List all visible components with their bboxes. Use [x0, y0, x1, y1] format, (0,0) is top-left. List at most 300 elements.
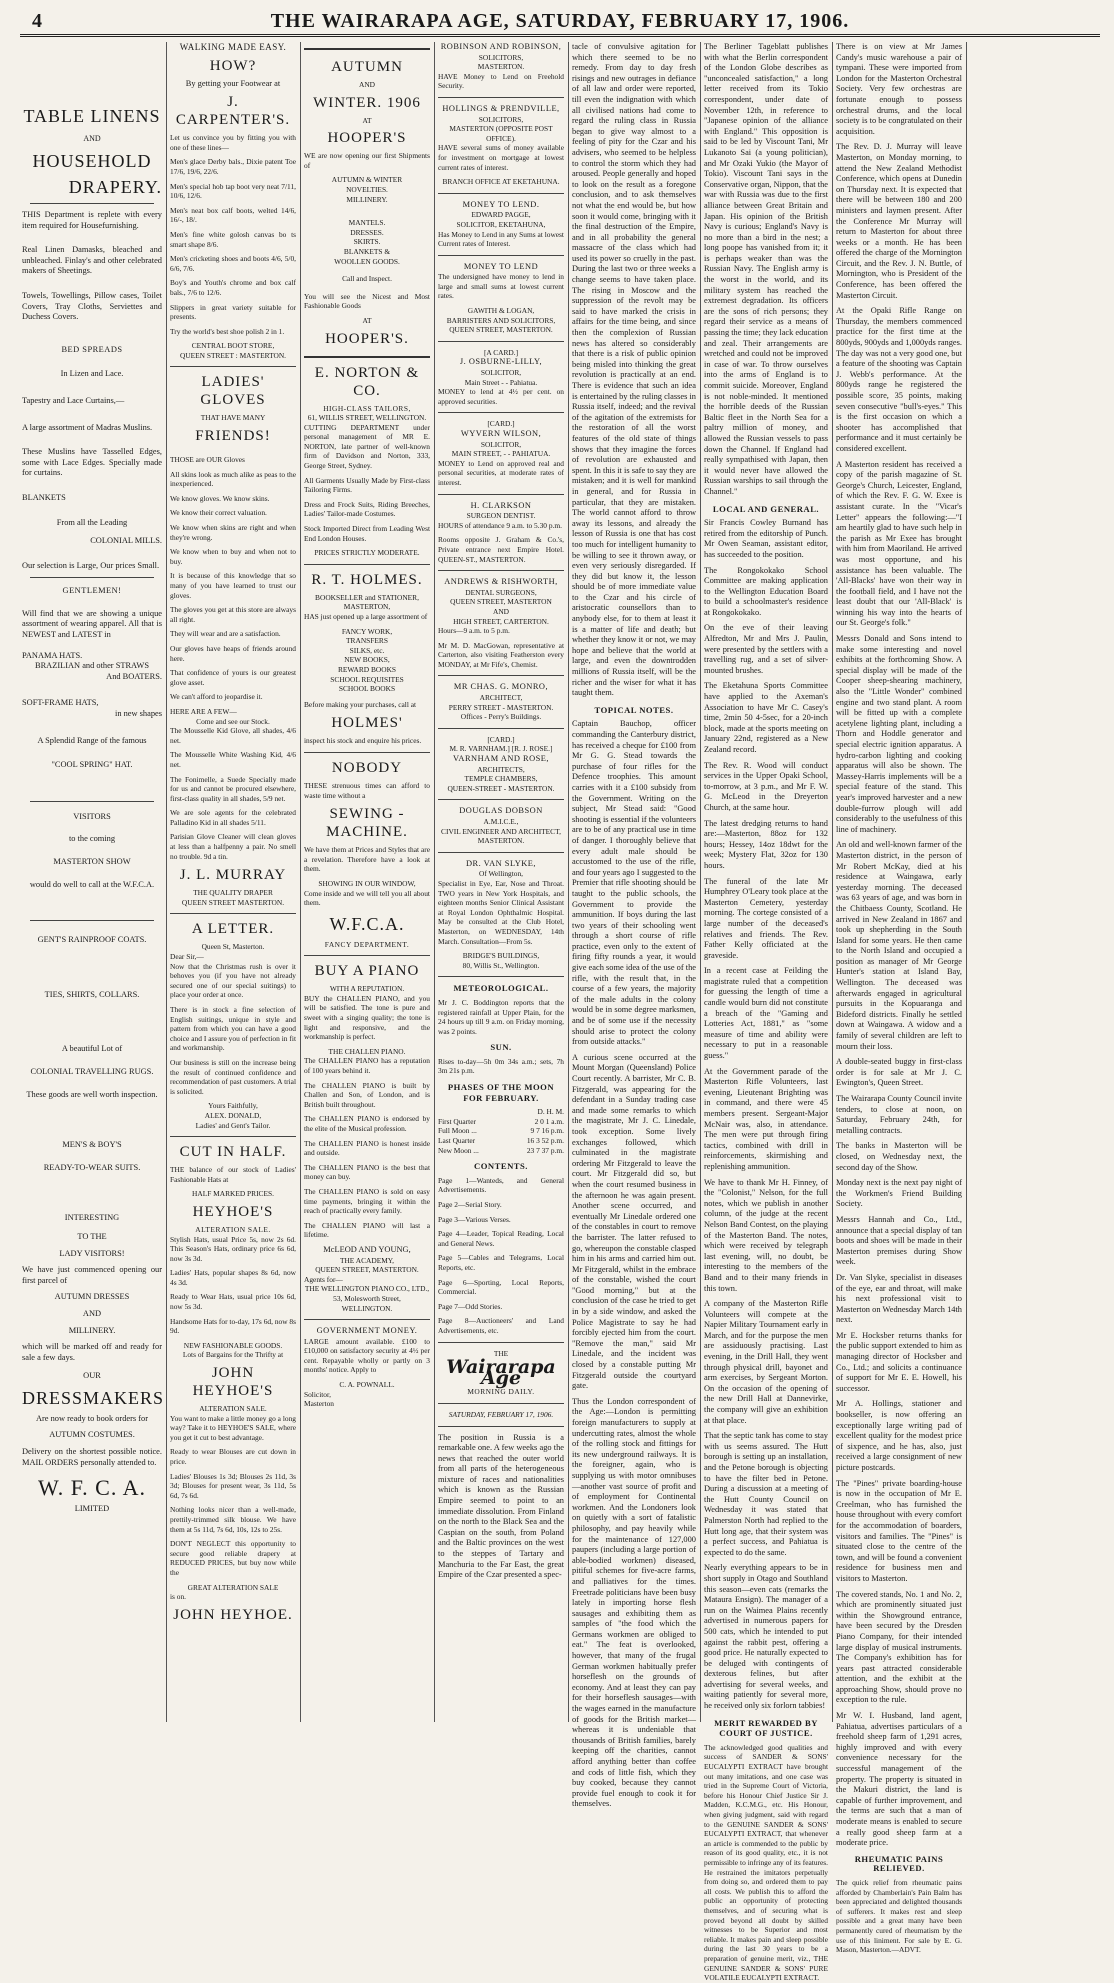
ad-text: would do well to call at the W.F.C.A. — [29, 879, 155, 889]
ad-text: HERE ARE A FEW— — [170, 706, 237, 716]
card-text: A.M.I.C.E., — [483, 817, 519, 826]
article-text: The acknowledged good qualities and success of SANDER & SONS' EUCALYPTI EXTRACT have brought out many imitations, and one case was tried in the Supreme Court of Victoria, before his Honour Chief Justice Sir J. Madden, K.C.M.G., etc. His Honour, when giving judgment, said with regard to the GENUINE SANDER & SONS' EUCALYPTI EXTRACT, that whenever an article is commended to the public by reason of its good quality, etc., it is not permissible to infringe any of its features. He restrained the imitators perpetually from doing so, and ordered them to pay all costs. We publish this to afford the public an opportunity of protecting themselves, and of securing what is proved beyond all doubt by skilled witnesses to be Superior and most reliable. It makes pain and sleep possible during the last 30 years to be a preparation of genuine merit, viz., THE GENUINE SANDER & SONS' PURE VOLATILE EUCALYPTI EXTRACT. — [704, 1742, 828, 1983]
column-rule — [700, 42, 701, 1722]
card-text: [CARD.] — [487, 419, 515, 429]
card-text: EDWARD PAGGE, — [471, 210, 531, 220]
ad-subheading: BED SPREADS — [61, 344, 123, 354]
ad-text: SOFT-FRAME HATS, — [22, 698, 99, 708]
article-text: Nearly everything appears to be in short supply in Otago and Southland this season—even cats (remarks the Mataura Ensign). The manager of a run on the Waimea Plains recently advertised in numerous papers for 500 cats, which he intended to put against the rabbit pest, offering a good price. He naturally expected to be deluged with contingents of dexterous felines, but after advertising for several weeks, and waiting patiently for several more, he received only six forlorn tabbies! — [704, 1563, 828, 1711]
ad-text: Before making your purchases, call at — [304, 699, 417, 709]
ad-text: Men's glace Derby bals., Dixie patent Toe 17/6, 19/6, 22/6. — [170, 157, 296, 176]
ad-heading: TABLE LINENS — [23, 106, 161, 126]
advertiser-name: W. F. C. A. — [37, 1475, 147, 1501]
ad-text: MASTERTON, — [343, 602, 391, 612]
card-text: [A CARD.] — [483, 347, 519, 357]
ad-text: AND — [82, 1308, 102, 1318]
ad-heading: GOVERNMENT MONEY. — [316, 1326, 418, 1336]
ad-text: Come and see our Stock. — [196, 716, 270, 726]
card-text: Offices - Perry's Buildings. — [460, 712, 542, 722]
column-3-adverts — [304, 42, 430, 1722]
ad-text: Real Linen Damasks, bleached and unbleached. Finlay's and other celebrated makers of Sheetings. — [22, 245, 162, 276]
ad-text: AND — [83, 134, 101, 143]
ad-text: THAT HAVE MANY — [200, 413, 266, 423]
card-heading: ANDREWS & RISHWORTH, — [444, 577, 558, 587]
masthead-title: THE WAIRARAPA AGE, SATURDAY, FEBRUARY 17, 1906. — [270, 10, 850, 32]
ad-text: The Fonimelle, a Suede Specially made for us and cannot be procured elsewhere, first-class quality in all shades, 5/9 net. — [170, 774, 296, 803]
section-heading: METEOROLOGICAL. — [453, 983, 549, 994]
card-text: Has Money to Lend in any Sums at lowest Current rates of Interest. — [438, 229, 564, 249]
ad-text: A beautiful Lot of — [61, 1044, 123, 1054]
article-text: Sir Francis Cowley Burnand has retired from the editorship of Punch. Mr Owen Seaman, assistant editor, has succeeded to the position. — [704, 518, 828, 559]
ad-text: SCHOOL REQUISITES — [330, 674, 404, 684]
ad-text: These Muslins have Tasselled Edges, some with Lace Edges. Specially made for curtains. — [22, 447, 162, 478]
ad-text: QUEEN STREET : MASTERTON. — [179, 350, 287, 360]
ad-text: QUEEN STREET MASTERTON. — [181, 897, 285, 907]
ad-subheading: MILLINERY. — [68, 1325, 116, 1335]
ad-text: SKIRTS. — [353, 237, 381, 247]
table-header: D. H. M. — [537, 1107, 564, 1117]
ad-subheading: AUTUMN DRESSES — [54, 1292, 130, 1302]
card-text: QUEEN-STREET - MASTERTON. — [447, 783, 555, 793]
article-text: The banks in Masterton will be closed, on Wednesday next, the second day of the Show. — [836, 1141, 962, 1172]
article-text: The Rongokokako School Committee are making application to the Wellington Education Board to build a schoolmaster's residence at Rongokokako. — [704, 565, 828, 617]
article-text: A double-seated buggy in first-class order is for sale at Mr J. C. Ewington's, Queen Street. — [836, 1057, 962, 1088]
ad-text: AUTUMN & WINTER — [331, 175, 403, 185]
ad-text: LARGE amount available. £100 to £10,000 on satisfactory security at 4½ per cent. Repayable wholly or partly on 3 months' notice. Apply to — [304, 1336, 430, 1375]
card-text: MASTERTON. — [477, 62, 525, 72]
article-text: The Rev. R. Wood will conduct services in the Upper Opaki School, to-morrow, at 3 p.m., and Mr F. W. G. McLeod in the Dreyerton Church, at the same hour. — [704, 760, 828, 812]
article-text: Captain Bauchop, officer commanding the Canterbury district, has received a cheque for £100 from Mr G. G. Stead towards the purchase of four rifles for the Defence troophies. This amount carries with it a £100 subsidy from the Government. Writing on the subject, Mr Stead said: "Good shooting is essential if the volunteers are to be of any practical use in time of danger. I thoroughly believe that every adult male should be accustomed to the use of the rifle, and four years ago I suggested to the Premier that rifle shooting should be taught to the public schools, the Government to provide the ammunition. If boys during the last two years of their schooling went through a short course of rifle practice, even only to the extent of firing fifty rounds a year, it would give each some idea of the use of the rifle, with the result that, in the course of a few years, the majority of the male adults in the colony would be in some degree marksmen, and be of some use if the necessity should arise to protect the colony from outside attacks." — [572, 719, 696, 1047]
card-text: DENTAL SURGEONS, — [465, 587, 537, 597]
article-text: Mr E. Hocksber returns thanks for the public support extended to him as managing director of Hocksber and Co., Ltd.; and solicits a continuance of support for Mr E. E. Howell, his successor. — [836, 1330, 962, 1393]
column-2-adverts — [170, 42, 296, 1722]
list-item: Page 4—Leader, Topical Reading, Local and General News. — [438, 1229, 564, 1248]
card-text: [CARD.] — [487, 734, 515, 744]
ad-text: From all the Leading — [56, 517, 128, 527]
ad-text: REWARD BOOKS — [337, 664, 397, 674]
ad-text: We know gloves. We know skins. — [170, 493, 270, 503]
card-text: HOURS of attendance 9 a.m. to 5.30 p.m. — [438, 520, 562, 530]
ad-text: THE ACADEMY, — [339, 1255, 395, 1265]
ad-heading: LADIES' GLOVES — [200, 374, 266, 409]
ad-text: Try the world's best shoe polish 2 in 1. — [170, 326, 285, 336]
card-text: Of Wellington, — [478, 869, 524, 879]
card-text: SOLICITOR, — [480, 368, 522, 378]
ad-text: HIGH-CLASS TAILORS, — [323, 403, 411, 413]
column-rule — [966, 42, 967, 1722]
ad-text: Nothing looks nicer than a well-made, prettily-trimmed silk blouse. We have them at 5s 11d, 7s 6d, 10s, 12s to 25s. — [170, 1505, 296, 1534]
section-heading: LOCAL AND GENERAL. — [712, 503, 820, 514]
article-text: That the septic tank has come to stay with us seems assured. The Hutt borough is setting up an installation, and the Petone borough is objecting to have the filter bed in Petone. During a discussion at a meeting of the Hutt County Council on Wednesday it was stated that Palmerston North had replied to the Hutt long age, that their system was a perfect success, and Pahiatua is expected to do the same. — [704, 1431, 828, 1557]
ad-text: Slippers in great variety suitable for presents. — [170, 302, 296, 322]
ad-subheading: COLONIAL MILLS. — [90, 536, 162, 546]
article-text: Rises to-day—5h 0m 34s a.m.; sets, 7h 3m 21s p.m. — [438, 1056, 564, 1076]
column-6-local-news — [704, 42, 828, 1983]
ad-text: Men's special hob tap boot very neat 7/11, 10/6, 12/6. — [170, 181, 296, 201]
list-item: Page 5—Cables and Telegrams, Local Reports, etc. — [438, 1253, 564, 1272]
ad-subheading: GENT'S RAINPROOF COATS. — [37, 935, 147, 945]
ad-text: Ladies' Blouses 1s 3d; Blouses 2s 11d, 3s 3d; Blouses for present wear, 3s 11d, 5s 6d, 7s 6d. — [170, 1471, 296, 1500]
card-text: 80, Willis St., Wellington. — [462, 960, 540, 970]
leader-date: SATURDAY, FEBRUARY 17, 1906. — [448, 1409, 554, 1419]
card-text: Rooms opposite J. Graham & Co.'s, Private entrance next Empire Hotel. QUEEN-ST., MASTERTON. — [438, 535, 564, 564]
advertiser-name: R. T. HOLMES. — [311, 571, 423, 588]
ad-heading: HOUSEHOLD — [32, 151, 152, 171]
ad-text: NOVELTIES. — [346, 184, 388, 194]
ad-text: ALTERATION SALE. — [195, 1224, 271, 1234]
ad-text: By getting your Footwear at — [185, 78, 281, 88]
ad-heading: FRIENDS! — [195, 428, 271, 445]
card-text: HAVE several sums of money available for investment on mortgage at lowest current rates of interest. — [438, 143, 564, 172]
article-text: The "Pines" private boarding-house is now in the occupation of Mr E. Creelman, who has furnished the house throughout with every comfort for the accommodation of boarders, visitors and families. The "Pines" is situated close to the centre of the town, and will be found a convenient residence for business men and visitors to Masterton. — [836, 1478, 962, 1583]
ad-text: SILKS, etc. — [349, 645, 385, 655]
card-heading: H. CLARKSON — [470, 500, 532, 510]
list-item: Page 8—Auctioneers' and Land Advertisements, etc. — [438, 1316, 564, 1335]
ad-text: COLONIAL TRAVELLING RUGS. — [30, 1066, 154, 1076]
ad-text: McLEOD AND YOUNG, — [323, 1244, 411, 1254]
ad-text: 61, WILLIS STREET, WELLINGTON. — [307, 413, 427, 423]
ad-heading: NOBODY — [331, 759, 403, 776]
ad-text: It is because of this knowledge that so many of you have learned to trust our gloves. — [170, 571, 296, 600]
ad-text: MILLINERY. — [346, 194, 388, 204]
ad-text: 53, Molesworth Street, — [333, 1293, 401, 1303]
ad-subheading: AUTUMN COSTUMES. — [49, 1430, 135, 1440]
ad-text: AT — [362, 315, 372, 325]
ad-text: Ready to wear Blouses are cut down in price. — [170, 1447, 296, 1466]
ad-text: Now that the Christmas rush is over it behoves you (if you have not already secured one of our special suitings) to place your order at once. — [170, 961, 296, 1000]
card-text: Hours—9 a.m. to 5 p.m. — [438, 626, 510, 636]
ad-heading: DRAPERY. — [68, 177, 162, 197]
card-text: CIVIL ENGINEER AND ARCHITECT, — [441, 826, 561, 836]
ad-text: They will wear and are a satisfaction. — [170, 629, 281, 639]
article-text: We have to thank Mr H. Finney, of the "Colonist," Nelson, for the full notes, which we publish in another column, of the judge at the recent Nelson Band Contest, on the playing of the Masterton Band. The notes, which were received by telegraph last evening, will, no doubt, be interesting to the members of the Band and to their many friends in this town. — [704, 1177, 828, 1293]
ad-subheading: INTERESTING — [64, 1213, 120, 1223]
ad-text: WITH A REPUTATION. — [329, 984, 405, 994]
ad-text: Masterton — [304, 1399, 334, 1409]
ad-heading: SEWING - MACHINE. — [326, 806, 408, 841]
ad-text: OUR — [83, 1371, 101, 1381]
ad-text: THIS Department is replete with every item required for Housefurnishing. — [22, 210, 162, 230]
card-text: AND — [492, 606, 509, 616]
ad-text: TRANSFERS — [346, 636, 388, 646]
article-text: Thus the London correspondent of the Age:—London is permitting foreign manufacturers to supply at undercutting rates, almost the whole of the rolling stock and fittings for its new underground railways. It is the foreigner, again, who is supplying us with motor omnibuses—another vast source of profit and of employment for Continental workmen. And the Londoners look on quietly with a sort of fatalistic philosophy, and pay heavily while for the maintenance of 127,000 paupers (including a large portion of able-bodied workmen) diseased, pitiful schemes for five-acre farms, and palliatives for the times. Freetrade politicians have been busy lately in importing horse flesh sausages and exhibiting them as samples of "the food which the Germans workmen are obliged to eat." The feat is overlooked, however, that many of the frugal German workmen habitually prefer horseflesh on the grounds of economy. And at least they can pay for their horseflesh sausages—with the wages earned in the manufacture of goods for the British market—whereas it is undeniable that thousands of British families, barely keeping off the charities, cannot afford anything better than coffee and cods of little fish, which they buy cooked, because they cannot provide fuel enough to cook it for themselves. — [572, 1396, 696, 1809]
ad-text: which will be marked off and ready for sale a few days. — [22, 1342, 162, 1362]
ad-text: SCHOOL BOOKS — [338, 684, 396, 694]
ad-text: Ladies' and Gent's Tailor. — [195, 1120, 271, 1130]
article-text: An old and well-known farmer of the Masterton district, in the person of Mr Robert McKay, died at his residence at Waingawa, early yesterday morning. The deceased was 63 years of age, and was born in the Chitbaess County, Scotland. He arrived in New Zealand in 1867 and took up shepherding in the South Island for some years. He then came to the North Island and occupied a position as manager of Mr George Hunter's station at Island Bay, Wellington. The deceased was afterwards engaged in agricultural pursuits in the Kopuaranga and Bideford districts. Finally he settled down at Waingawa. A widow and a family of several children are left to mourn their loss. — [836, 840, 962, 1051]
card-heading: DR. VAN SLYKE, — [465, 858, 537, 868]
list-item: Page 7—Odd Stories. — [438, 1301, 503, 1311]
ad-text: BRAZILIAN and other STRAWS — [34, 661, 149, 671]
ad-text: Parisian Glove Cleaner will clean gloves at less than a halfpenny a pair. No smell no trouble. 9d a tin. — [170, 832, 296, 861]
ad-text: The CHALLEN PIANO is the best that money can buy. — [304, 1162, 430, 1182]
ad-text: FANCY WORK, — [341, 626, 393, 636]
card-text: PERRY STREET - MASTERTON. — [448, 702, 554, 712]
article-text: At the Opaki Rifle Range on Thursday, the members commenced practice for the first time at the 800yds, 900yds and 1,000yds ranges. The day was not a very good one, but a feature of the shooting was Captain J. Webb's performance. At the 800yds range he registered the possible score, 35 points, making seven consecutive "bull's-eyes." This is the first occasion on which a shooter has accomplished that performance and it must certainly be considered excellent. — [836, 306, 962, 453]
ad-text: And BOATERS. — [106, 671, 162, 681]
table-row: New Moon ... 23 7 37 p.m. — [438, 1145, 564, 1155]
card-text: MONEY to Lend on approved real and personal securities, at moderate rates of interest. — [438, 458, 564, 487]
list-item: Page 1—Wanteds, and General Advertisements. — [438, 1175, 564, 1195]
article-text: The covered stands, No. 1 and No. 2, which are prominently situated just within the Showground entrance, have been secured by the Dresden Piano Company, for their intended large display of musical instruments. The Company's exhibition has for years past attracted considerable attention, and the exhibit at the approaching Show, should prove no exception to the rule. — [836, 1589, 962, 1705]
ad-text: Yours Faithfully, — [208, 1101, 258, 1111]
ad-text: to the coming — [68, 834, 116, 844]
ad-text: PRICES STRICTLY MODERATE. — [314, 548, 420, 558]
ad-text: BLANKETS & — [343, 246, 391, 256]
column-rule — [434, 42, 435, 1722]
article-text: At the Government parade of the Masterton Rifle Volunteers, last evening, Lieutenant Brighting was in command, and there were 45 members present. Sergeant-Major McNair was, also, in attendance. The men were put through firing tactics, combined with drill in reinforcements, skirmishing and replenishing ammunition. — [704, 1066, 828, 1171]
ad-text: BUY the CHALLEN PIANO, and you will be satisfied. The tone is pure and sweet with a singing quality; the tone is light and responsive, and the workmanship is perfect. — [304, 993, 430, 1042]
ad-text: THE balance of our stock of Ladies' Fashionable Hats at — [170, 1165, 296, 1184]
card-text: SURGEON DENTIST. — [466, 511, 536, 521]
ad-text: READY-TO-WEAR SUITS. — [43, 1162, 141, 1172]
card-text: QUEEN STREET, MASTERTON — [450, 597, 552, 607]
ad-text: The gloves you get at this store are always all right. — [170, 605, 296, 624]
page-number: 4 — [32, 10, 42, 32]
advertiser-name: HOOPER'S. — [325, 330, 409, 347]
masthead — [20, 4, 1100, 37]
article-text: On the eve of their leaving Alfredton, Mr and Mrs J. Paulin, were presented by the settlers with a travelling rug, and a set of silver-mounted brushes. — [704, 623, 828, 675]
advertiser-name: JOHN HEYHOE. — [173, 1606, 293, 1623]
ad-text: The Mousselle White Washing Kid, 4/6 net. — [170, 750, 296, 769]
ad-text: THOSE are OUR Gloves — [170, 455, 245, 465]
ad-text: A large assortment of Madras Muslins. — [22, 422, 153, 432]
article-text: Dr. Van Slyke, specialist in diseases of the eye, ear and throat, will make his next professional visit to Masterton on Wednesday March 14th next. — [836, 1272, 962, 1325]
list-item: Page 3—Various Verses. — [438, 1214, 511, 1224]
card-text: SOLICITOR, EKETAHUNA, — [456, 219, 546, 229]
ad-text: THE CHALLEN PIANO. — [328, 1046, 406, 1056]
article-text: The latest dredging returns to hand are:—Masterton, 88oz for 132 hours; Hessey, 14oz 18dwt for the week; Mystery Flat, 32oz for 130 hours. — [704, 818, 828, 870]
ad-text: ALTERATION SALE. — [199, 1404, 267, 1414]
section-heading: SUN. — [490, 1042, 512, 1053]
ad-heading: DRESSMAKERS — [22, 1387, 165, 1408]
ad-text: AND — [358, 80, 375, 89]
table-row: Full Moon ... 9 7 16 p.m. — [438, 1126, 564, 1136]
ad-text: Men's fine white golosh canvas bo ts smart shape 8/6. — [170, 229, 296, 249]
ad-text: MANTELS. — [348, 218, 386, 228]
ad-subheading: MEN'S & BOY'S — [62, 1140, 122, 1150]
ad-text: You want to make a little money go a long way? Take it to HEYHOE'S SALE, where you get it cut to best advantage. — [170, 1413, 296, 1442]
article-text: The Wairarapa County Council invite tenders, to close at noon, on Saturday, February 24th, for metalling contracts. — [836, 1094, 962, 1135]
ad-text: DON'T NEGLECT this opportunity to secure good reliable drapery at REDUCED PRICES, but buy now while the — [170, 1539, 296, 1577]
moon-phase-table — [438, 1107, 564, 1155]
section-heading: CONTENTS. — [474, 1161, 528, 1172]
ad-text: NEW FASHIONABLE GOODS. — [183, 1340, 283, 1350]
ad-text: Men's cricketing shoes and boots 4/6, 5/0, 6/6, 7/6. — [170, 254, 296, 273]
ad-text: Queen St, Masterton. — [201, 942, 265, 952]
card-text: TEMPLE CHAMBERS, — [464, 774, 538, 784]
ad-text: Tapestry and Lace Curtains,— — [22, 395, 125, 405]
advertiser-name: E. NORTON & CO. — [314, 364, 420, 399]
ad-subheading: TIES, SHIRTS, COLLARS. — [44, 989, 140, 999]
card-text: MAIN STREET, - - PAHIATUA. — [451, 449, 551, 459]
column-8-margin — [970, 42, 1096, 1722]
ad-text: These goods are well worth inspection. — [26, 1089, 158, 1099]
ad-text: THE WELLINGTON PIANO CO., LTD., — [304, 1284, 430, 1294]
card-text: SOLICITORS, — [478, 52, 524, 62]
ad-text: Ready to Wear Hats, usual price 10s 6d, now 5s 3d. — [170, 1292, 296, 1312]
card-text: BARRISTERS AND SOLICITORS, — [446, 315, 556, 325]
ad-text: We know when to buy and when not to buy. — [170, 547, 296, 566]
leader-text: tacle of convulsive agitation for which there seemed to be no remedy. From day to day fresh risings and new outrages in defiance of all law and order were reported, till even the indignation with which all civilised nations had come to regard the ruling class in Russia began to give way almost to a feeling of pity for the Czar and his advisers, who seemed to be helpless to control the storm which they had aroused. People generally and hoped to look on the result as a foregone conclusion, and to ask themselves not what the end would be, but how soon it would come, bringing with it the final destruction of the Empire, and in all probability the general massacre of the class which had used its power so cruelly in the past. During the last two or three weeks a change seems to have taken place. The rising in Moscow and the suppression of the revolt may be said to have marked the crisis in affairs for the time being, and since then the complexion of Russian news has altered so considerably that there is a risk of public opinion being misled into thinking the great revolution is practically at an end. There is evidence that such an idea is entertained by the ruling classes in Russia itself, indeed; and the revival of the agitation of the extremists for the restoration of all the worst features of the old state of things shows that they imagine the forces of revolution are exhausted and spent. In this it is safe to say they are mistaken; and it is well for mankind in general, and for Russia in particular, that they are mistaken. The world cannot afford to throw away its lessons, and already the lesson of Russia is one that has cost too much for intelligent humanity to be willing to see it thrown away, or even very seriously disregarded. If they did but know it, the lesson should be of more immediate value to the Czar and his circle of aristocratic counsellors than to anybody else, for to them at least it is a matter of life and death; but whether they know it or not, we may hope and believe that the world at large, and even the downtrodden millions of Russia itself, will be the richer and the wiser for what it has taught them. — [572, 42, 696, 698]
column-rule — [832, 42, 833, 1722]
article-text: A curious scene occurred at the Mount Morgan (Queensland) Police Court recently. A barrister, Mr C. B. Fitzgerald, was appearing for the defendant in a Sunday trading case and made some remarks to which the magistrate, Mr J. C. Linedale, took exception. Some lively exchanges followed, which culminated in the magistrate ordering Mr Fitzgerald to leave the court. Mr Fitzgerald did so, but when the court resumed business in the afternoon he was again present. Another scene occurred, and eventually Mr Linedale ordered one of the constables in court to remove the barrister. The latter refused to go, whereupon the constable clasped him in his arms and carried him out. Mr Fitzgerald, whilst in the embrace of the constable, wished the court "Good morning," but at the conclusion of the case he tried to get in by a side window, and asked the Police Magistrate to say he had forcibly ejected him from the court. "Remove the man," said Mr Linedale, and the incident was closed by a constable putting Mr Fitzgerald outside the courtyard gate. — [572, 1052, 696, 1391]
list-item: Page 6—Sporting, Local Reports, Commercial. — [438, 1277, 564, 1297]
ad-text: Agents for— — [304, 1274, 343, 1284]
ad-heading: AUTUMN — [331, 59, 403, 75]
card-text: BRANCH OFFICE AT EKETAHUNA. — [442, 177, 560, 187]
ad-text: Dress and Frock Suits, Riding Breeches, Ladies' Tailor-made Costumes. — [304, 499, 430, 519]
ad-text: C. A. POWNALL. — [339, 1380, 395, 1390]
ad-text: Call and Inspect. — [342, 274, 392, 284]
card-text: ARCHITECT, — [479, 693, 523, 703]
ad-heading: BUY A PIANO — [314, 963, 420, 980]
ad-text: THESE strenuous times can afford to waste time without a — [304, 780, 430, 800]
ad-subheading: GENTLEMEN! — [62, 586, 122, 596]
ad-text: A Splendid Range of the famous — [37, 735, 147, 745]
ad-text: The CHALLEN PIANO is sold on easy time payments, bringing it within the reach of practically every family. — [304, 1186, 430, 1216]
ad-text: CUTTING DEPARTMENT under personal management of MR E. NORTON, late partner of well-known firm of Davidson and Norton, 333, George Street, Sydney. — [304, 422, 430, 471]
card-heading: WYVERN WILSON, — [460, 429, 542, 438]
column-5-editorial — [572, 42, 696, 1809]
ad-text: We have them at Prices and Styles that are a revelation. Therefore have a look at them. — [304, 845, 430, 874]
card-text: MASTERTON. — [477, 836, 525, 846]
ad-text: We have just commenced opening our first parcel of — [22, 1265, 162, 1285]
card-heading: ROBINSON AND ROBINSON, — [440, 42, 562, 51]
card-heading: J. OSBURNE-LILLY, — [459, 357, 543, 367]
ad-text: Will find that we are showing a unique assortment of wearing apparel. All that is NEWEST and LATEST in — [22, 608, 162, 640]
card-heading: HOLLINGS & PRENDVILLE, — [442, 103, 560, 113]
ad-text: SHOWING IN OUR WINDOW, — [318, 878, 416, 888]
ad-subheading: VISITORS — [73, 811, 111, 821]
ad-text: Lots of Bargains for the Thrifty at — [182, 1350, 284, 1360]
ad-text: The CHALLEN PIANO is honest inside and outside. — [304, 1138, 430, 1158]
ad-text: Stock Imported Direct from Leading West End London Houses. — [304, 524, 430, 543]
ad-text: DRESSES. — [350, 227, 384, 237]
ad-text: THE QUALITY DRAPER — [193, 888, 273, 898]
ad-text: LADY VISITORS! — [59, 1248, 125, 1258]
table-row: Last Quarter 16 3 52 p.m. — [438, 1136, 564, 1146]
card-heading: MR CHAS. G. MONRO, — [453, 682, 549, 692]
ad-text: HALF MARKED PRICES. — [192, 1189, 274, 1199]
list-item: Page 2—Serial Story. — [438, 1200, 502, 1209]
card-text: HIGH STREET, CARTERTON. — [453, 616, 549, 626]
article-text: The quick relief from rheumatic pains afforded by Chamberlain's Pain Balm has been appreciated and delighted thousands of sufferers. It makes rest and sleep possible and a great many have been permanently cured of rheumatism by the use of this liniment. For sale by E. G. Mason, Masterton.—ADVT. — [836, 1877, 962, 1955]
ad-text: inspect his stock and enquire his prices. — [304, 736, 422, 746]
ad-text: FANCY DEPARTMENT. — [324, 939, 410, 949]
ad-text: Let us convince you by fitting you with one of these lines— — [170, 133, 296, 152]
card-text: ARCHITECTS, — [477, 764, 525, 774]
ad-text: Towels, Towellings, Pillow cases, Toilet Covers, Tray Cloths, Serviettes and Duchess Covers. — [22, 290, 162, 322]
ad-text: Dear Sir,— — [170, 952, 204, 962]
ad-text: GREAT ALTERATION SALE — [187, 1582, 279, 1592]
ad-text: All skins look as much alike as peas to the inexperienced. — [170, 469, 296, 489]
article-text: There is on view at Mr James Candy's music warehouse a pair of tympani. These were imported from London for the Masterton Orchestral Society. Very few orchestras are fortunate enough to possess orchestral drums, and the local society is to be congratulated on their acquisition. — [836, 42, 962, 136]
ad-text: AT — [362, 115, 372, 125]
ad-heading: CUT IN HALF. — [179, 1144, 287, 1161]
article-text: Mr W. I. Husband, land agent, Pahiatua, advertises particulars of a freehold sheep farm of 1,291 acres, highly improved and with every convenience necessary for the successful management of the property. The property is situated in the Makuri district, the land is capable of further improvement, and the terms are such that a man of moderate means is enabled to secure a really good sheep farm at a moderate price. — [836, 1711, 962, 1848]
ad-text: Boy's and Youth's chrome and box calf bals., 7/6 to 12/6. — [170, 278, 296, 297]
card-text: MONEY to lend at 4½ per cent. on approved securities. — [438, 387, 564, 406]
leader-text: The position in Russia is a remarkable one. A few weeks ago the news that reached the outer world from all parts of the heterogeneous mixture of races and nationalities which is known as the Russian Empire seemed to point to an immediate dissolution. From Finland on the north to the Black Sea and the Caspian on the south, from Poland and the Baltic provinces on the west to the steppes of Tartary and Manchuria to the Far East, the great Empire of the Czar presented a spec- — [438, 1432, 564, 1580]
column-rule — [568, 42, 569, 1722]
ad-text: Our business is still on the increase being the result of continued confidence and recommendation of past customers. A trial is solicited. — [170, 1057, 296, 1096]
paper-masthead: Wairarapa Age — [446, 1356, 556, 1389]
card-heading: DOUGLAS DOBSON — [459, 806, 543, 816]
ad-text: QUEEN STREET, MASTERTON. — [315, 1265, 419, 1275]
ad-text: Come inside and we will tell you all about them. — [304, 888, 430, 908]
article-text: Mr J. C. Boddington reports that the registered rainfall at Upper Plain, for the 24 hours up till 9 a.m. on Friday morning, was 2 points. — [438, 997, 564, 1036]
ad-text: PANAMA HATS. — [22, 650, 83, 660]
column-1-wfca-advert — [22, 42, 165, 1722]
card-text: SOLICITORS, — [478, 114, 524, 124]
ad-text: MASTERTON SHOW — [53, 857, 131, 866]
ad-text: We are sole agents for the celebrated Palladino Kid in all shades 5/11. — [170, 808, 296, 827]
ad-text: WE are now opening our first Shipments of — [304, 151, 430, 170]
article-text: Messrs Donald and Sons intend to make some interesting and novel exhibits at the forthcoming Show. A special display will be made of the Cooper sheep-shearing machinery, also the "Little Wonder" combined engine and two stand plant. A room will be fitted up with a complete acetylene lighting plant, including a Thorn and Hoddle generator and special electric ignition apparatus. A hydro-carbon lighting and cooking apparatus will also be shown. The Massey-Harris implements will be a special feature of the stand. This year's improved harvester and a new double-furrow plough will add considerably to the usefulness of this line of machinery. — [836, 634, 962, 834]
ad-text: In Lizen and Lace. — [60, 369, 124, 379]
advertiser-name: HOOPER'S — [327, 130, 407, 147]
column-4-professional-cards — [438, 42, 564, 1722]
ad-text: WOOLLEN GOODS. — [334, 256, 400, 266]
table-row: First Quarter 2 0 1 a.m. — [438, 1116, 564, 1126]
card-heading: VARNHAM AND ROSE, — [452, 754, 550, 764]
ad-text: Solicitor, — [304, 1389, 332, 1399]
article-text: A company of the Masterton Rifle Volunteers will compete at the Napier Military Tournament early in March, and for the purpose the men are assiduously practising. Last evening, in the Drill Hall, they went through physical drill, bayonet and arm exercises, by Sergeant Morton. On the occasion of the opening of the new Drill Hall at Dannevirke, the company will give an exhibition at that place. — [704, 1299, 828, 1425]
ad-text: in new shapes — [115, 709, 162, 719]
advertiser-name: W.F.C.A. — [329, 913, 405, 934]
card-text: GAWITH & LOGAN, — [467, 306, 535, 316]
card-text: Specialist in Eye, Ear, Nose and Throat. TWO years in New York Hospitals, and eighteen months Senior Clinical Assistant at Royal London Ophthalmic Hospital. May be consulted at the Club Hotel, Masterton, on WEDNESDAY, 14th March. Consultation—From 5s. — [438, 878, 564, 946]
column-rule — [166, 42, 167, 1722]
section-heading: PHASES OF THE MOON FOR FEBRUARY. — [447, 1082, 555, 1103]
section-heading: MERIT REWARDED BY COURT OF JUSTICE. — [714, 1717, 818, 1739]
ad-text: CENTRAL BOOT STORE, — [191, 341, 275, 351]
article-text: The funeral of the late Mr Humphrey O'Leary took place at the Masterton Cemetery, yesterday morning. The cortege consisted of a large number of the deceased's relatives and friends. The Rev. Father Kelly officiated at the graveside. — [704, 876, 828, 960]
ad-text: The CHALLEN PIANO will last a lifetime. — [304, 1220, 430, 1240]
ad-text: Delivery on the shortest possible notice. MAIL ORDERS personally attended to. — [22, 1447, 162, 1467]
ad-text: LIMITED — [74, 1504, 110, 1514]
section-heading: RHEUMATIC PAINS RELIEVED. — [854, 1853, 944, 1874]
ad-text: Our gloves have heaps of friends around here. — [170, 643, 296, 663]
card-text: MASTERTON (OPPOSITE POST OFFICE). — [449, 124, 553, 143]
ad-text: WELLINGTON. — [341, 1303, 393, 1313]
card-text: QUEEN STREET, MASTERTON. — [449, 325, 553, 335]
ad-text: Stylish Hats, usual Price 5s, now 2s 6d. This Season's Hats, ordinary price 6s 6d, now 3s 3d. — [170, 1234, 296, 1263]
card-heading: MONEY TO LEND — [463, 261, 539, 271]
advertiser-name: JOHN HEYHOE'S — [192, 1365, 274, 1400]
ad-text: We can't afford to jeopardise it. — [170, 692, 263, 702]
article-text: Messrs Hannah and Co., Ltd., announce that a special display of tan boots and shoes will be made in their Masterton premises during Show week. — [836, 1214, 962, 1267]
advertiser-name: J. L. MURRAY — [179, 867, 287, 884]
article-text: Monday next is the next pay night of the Workmen's Friend Building Society. — [836, 1178, 962, 1209]
ad-text: ALEX. DONALD, — [204, 1110, 262, 1120]
ad-text: Are now ready to book orders for — [35, 1413, 149, 1423]
ad-text: We know their correct valuation. — [170, 508, 267, 518]
article-text: In a recent case at Feilding the magistrate ruled that a competition for guessing the length of time a candle would burn did not constitute a breach of the "Gaming and Lotteries Act, 1881," as "some measure of time and ability were necessary to put in a reasonable guess." — [704, 966, 828, 1061]
column-7-local-news — [836, 42, 962, 1955]
article-text: Mr A. Hollings, stationer and bookseller, is now offering an exceptionally large writing pad of excellent quality for the modest price of sixpence, and he has, also, just received a large consignment of new picture postcards. — [836, 1399, 962, 1472]
ad-text: We know when skins are right and when they're wrong. — [170, 523, 296, 542]
ad-text: The CHALLEN PIANO has a reputation of 100 years behind it. — [304, 1056, 430, 1076]
card-text: Main Street - - Pahiatua. — [464, 377, 538, 387]
advertiser-name: HOLMES' — [331, 715, 403, 732]
ad-text: "COOL SPRING" HAT. — [51, 760, 133, 770]
ad-text: The Mousselle Kid Glove, all shades, 4/6 net. — [170, 726, 296, 745]
ad-text: The CHALLEN PIANO is built by Challen and Son, of London, and is British built throughout. — [304, 1080, 430, 1109]
card-text: BRIDGE'S BUILDINGS, — [462, 951, 540, 961]
ad-text: is on. — [170, 1592, 187, 1602]
